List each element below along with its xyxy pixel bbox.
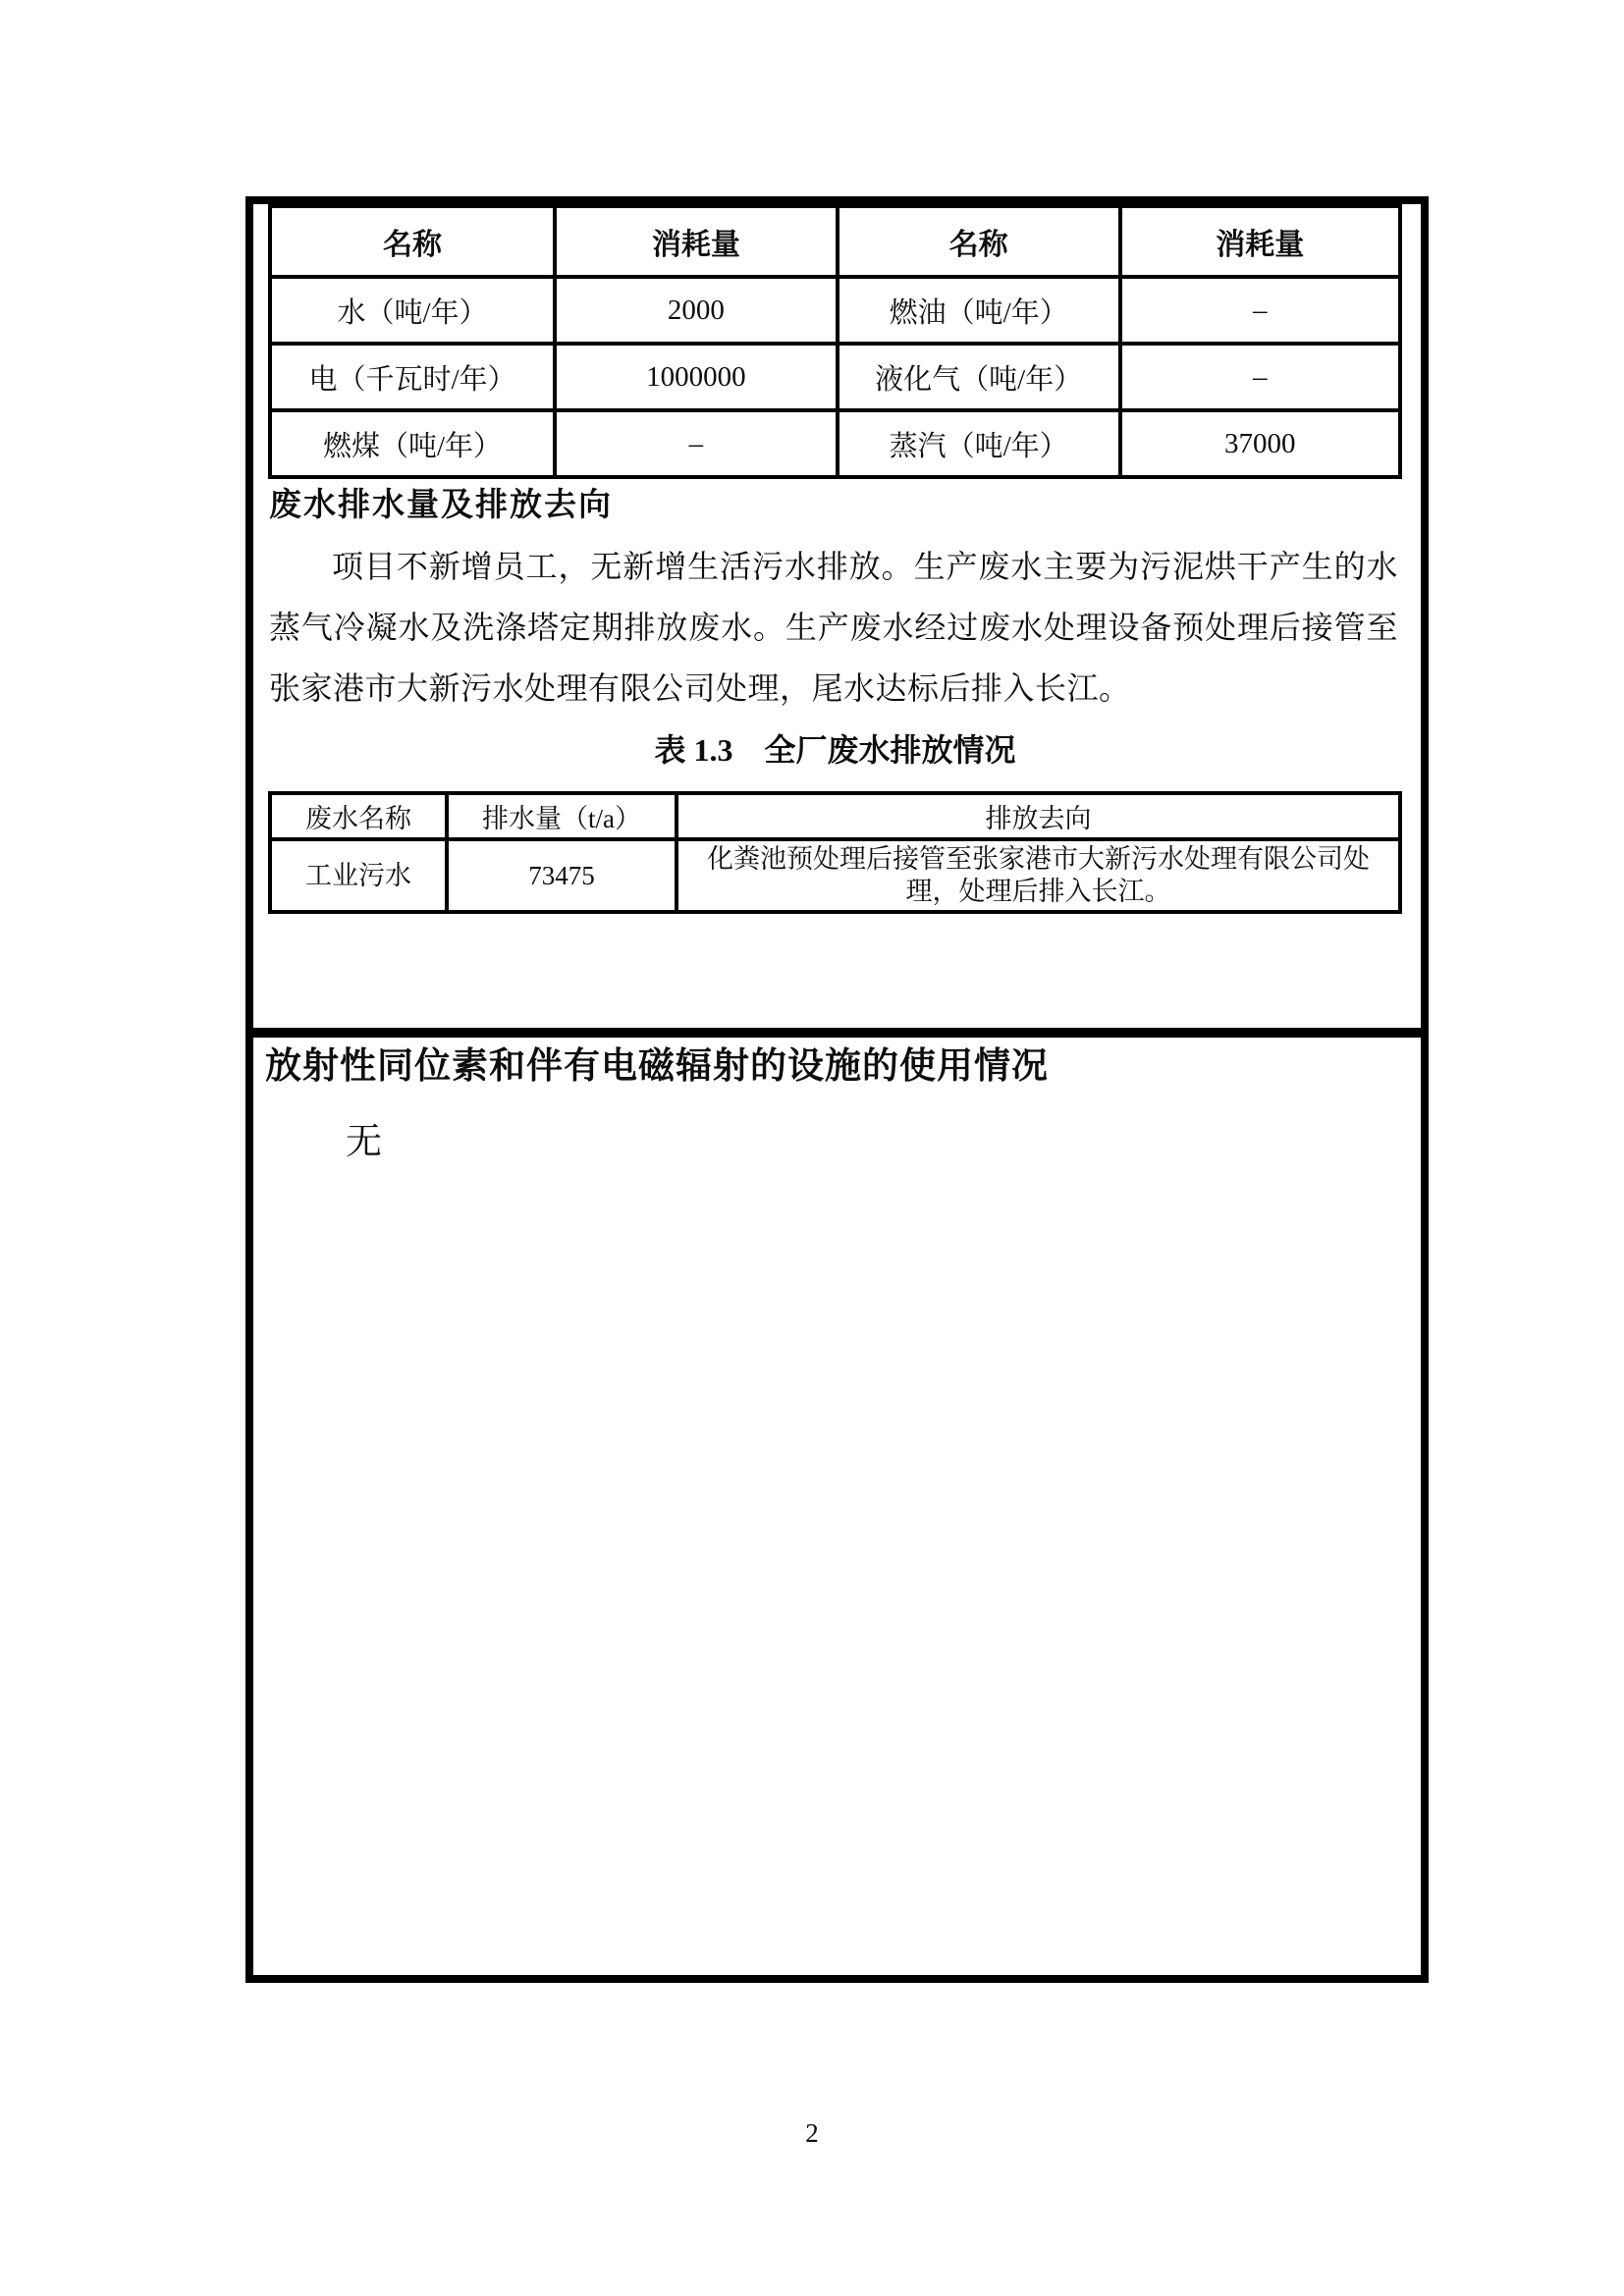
cell-lpg-label: 液化气（吨/年） — [838, 344, 1120, 410]
table-row — [270, 839, 1400, 912]
page-number: 2 — [805, 2118, 819, 2148]
cell-fuel-oil-label: 燃油（吨/年） — [838, 277, 1120, 344]
header-discharge-destination: 排放去向 — [677, 793, 1400, 839]
discharge-table — [268, 791, 1402, 914]
header-wastewater-name: 废水名称 — [270, 793, 447, 839]
radiation-content: 无 — [346, 1122, 382, 1162]
cell-water-value: 2000 — [555, 277, 838, 344]
header-name-2: 名称 — [838, 206, 1120, 277]
table-1-3-title: 表 1.3 全厂废水排放情况 — [654, 732, 1016, 768]
table-header-row — [270, 793, 1400, 839]
header-consumption-1: 消耗量 — [555, 206, 838, 277]
table-row — [270, 277, 1400, 344]
energy-consumption-table — [268, 204, 1402, 479]
cell-coal-value: – — [555, 410, 838, 477]
cell-steam-label: 蒸汽（吨/年） — [838, 410, 1120, 477]
cell-steam-value: 37000 — [1120, 410, 1400, 477]
header-consumption-2: 消耗量 — [1120, 206, 1400, 277]
cell-fuel-oil-value: – — [1120, 277, 1400, 344]
table-row — [270, 410, 1400, 477]
cell-industrial-sewage-label: 工业污水 — [270, 839, 447, 912]
cell-electricity-value: 1000000 — [555, 344, 838, 410]
radiation-heading: 放射性同位素和伴有电磁辐射的设施的使用情况 — [265, 1045, 1049, 1086]
header-discharge-volume: 排水量（t/a） — [447, 793, 677, 839]
cell-industrial-sewage-destination: 化粪池预处理后接管至张家港市大新污水处理有限公司处理，处理后排入长江。 — [677, 839, 1400, 912]
table-header-row — [270, 206, 1400, 277]
cell-industrial-sewage-volume: 73475 — [447, 839, 677, 912]
table-row — [270, 344, 1400, 410]
wastewater-paragraph: 项目不新增员工，无新增生活污水排放。生产废水主要为污泥烘干产生的水蒸气冷凝水及洗涤塔定期排放废水。生产废水经过废水处理设备预处理后接管至张家港市大新污水处理有限公司处理，尾水达标后排入长江。 — [269, 549, 1398, 706]
wastewater-heading: 废水排水量及排放去向 — [269, 486, 613, 522]
radiation-section — [253, 1038, 1421, 1165]
cell-lpg-value: – — [1120, 344, 1400, 410]
wastewater-section — [253, 204, 1421, 1038]
form-outer-border — [245, 196, 1429, 1983]
header-name-1: 名称 — [270, 206, 555, 277]
cell-water-label: 水（吨/年） — [270, 277, 555, 344]
cell-electricity-label: 电（千瓦时/年） — [270, 344, 555, 410]
cell-coal-label: 燃煤（吨/年） — [270, 410, 555, 477]
